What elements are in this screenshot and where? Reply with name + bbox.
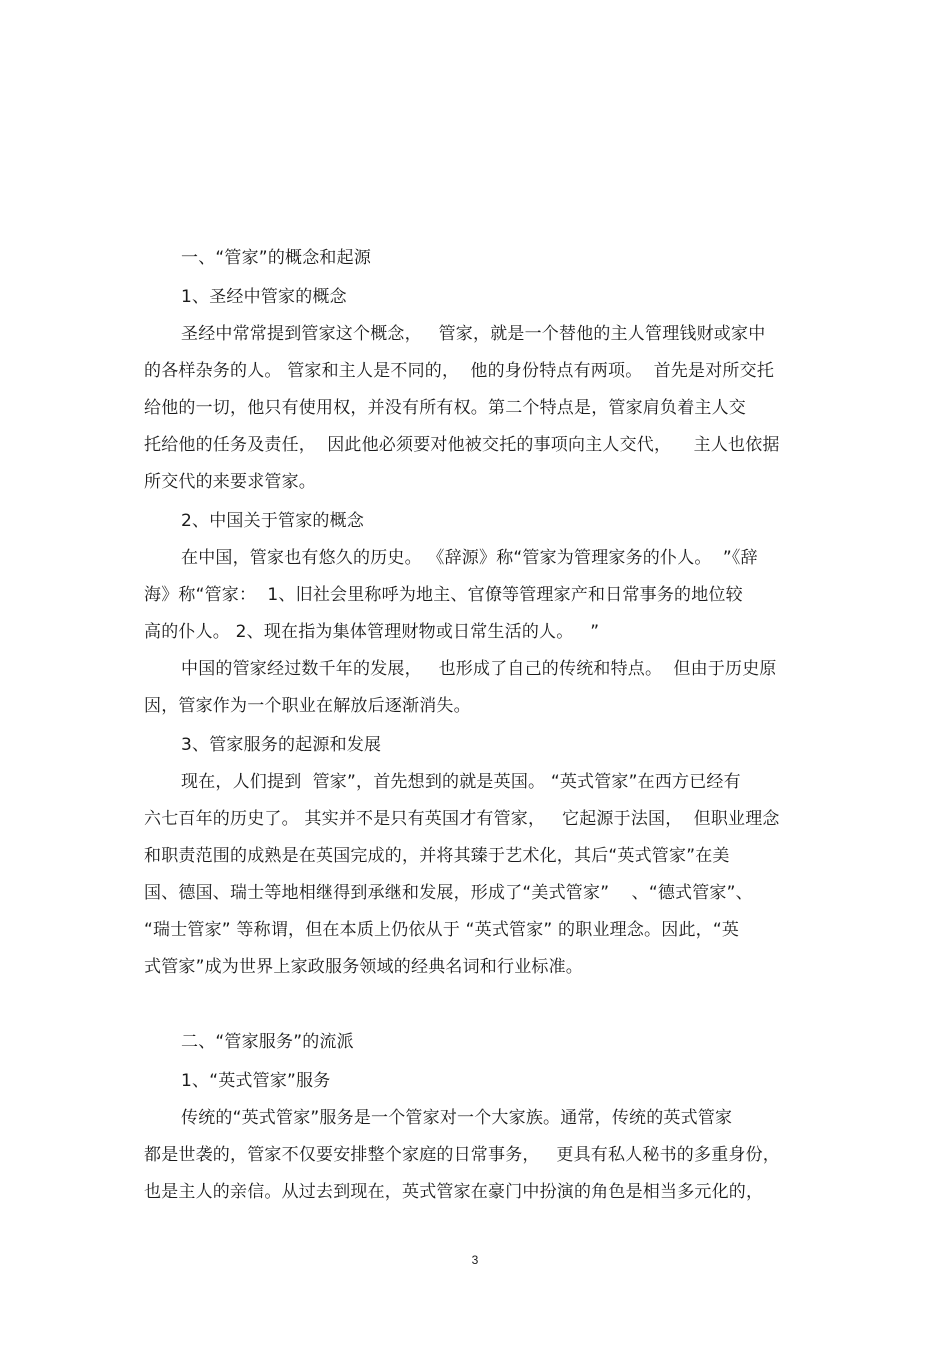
subsection-1-2-heading: 2、中国关于管家的概念 [181,511,365,531]
paragraph-line: 传统的“英式管家”服务是一个管家对一个大家族。通常，传统的英式管家 [181,1108,733,1128]
paragraph-line: 的各样杂务的人。 管家和主人是不同的， 他的身份特点有两项。 首先是对所交托 [144,361,775,381]
paragraph-line: 圣经中常常提到管家这个概念， 管家，就是一个替他的主人管理钱财或家中 [181,324,766,344]
paragraph-line: 高的仆人。 2、现在指为集体管理财物或日常生活的人。 ” [144,622,600,642]
section-2-heading: 二、“管家服务”的流派 [181,1032,354,1052]
paragraph-line: 六七百年的历史了。 其实并不是只有英国才有管家， 它起源于法国， 但职业理念 [144,809,780,829]
page-number: 3 [471,1253,479,1267]
paragraph-line: 都是世袭的，管家不仅要安排整个家庭的日常事务， 更具有私人秘书的多重身份， [144,1145,781,1165]
paragraph-line: 所交代的来要求管家。 [144,472,316,492]
paragraph-line: 在中国，管家也有悠久的历史。 《辞源》称“管家为管理家务的仆人。 ”《辞 [181,548,758,568]
paragraph-line: 因，管家作为一个职业在解放后逐渐消失。 [144,696,471,716]
paragraph-line: 也是主人的亲信。从过去到现在，英式管家在豪门中扮演的角色是相当多元化的， [144,1182,764,1202]
paragraph-line: 现在，人们提到 管家”，首先想到的就是英国。 “英式管家”在西方已经有 [181,772,741,792]
paragraph-line: 国、德国、瑞士等地相继得到承继和发展，形成了“美式管家” 、“德式管家”、 [144,883,753,903]
paragraph-line: 海》称“管家： 1、旧社会里称呼为地主、官僚等管理家产和日常事务的地位较 [144,585,743,605]
subsection-1-3-heading: 3、管家服务的起源和发展 [181,735,382,755]
paragraph-line: “瑞士管家” 等称谓，但在本质上仍依从于 “英式管家” 的职业理念。因此，“英 [144,920,740,940]
paragraph-line: 和职责范围的成熟是在英国完成的，并将其臻于艺术化，其后“英式管家”在美 [144,846,730,866]
paragraph-line: 中国的管家经过数千年的发展， 也形成了自己的传统和特点。 但由于历史原 [181,659,777,679]
paragraph-line: 托给他的任务及责任， 因此他必须要对他被交托的事项向主人交代， 主人也依据 [144,435,780,455]
subsection-2-1-heading: 1、“英式管家”服务 [181,1071,331,1091]
section-1-heading: 一、“管家”的概念和起源 [181,248,372,268]
subsection-1-1-heading: 1、圣经中管家的概念 [181,287,347,307]
paragraph-line: 式管家”成为世界上家政服务领域的经典名词和行业标准。 [144,957,584,977]
paragraph-line: 给他的一切，他只有使用权，并没有所有权。第二个特点是，管家肩负着主人交 [144,398,746,418]
